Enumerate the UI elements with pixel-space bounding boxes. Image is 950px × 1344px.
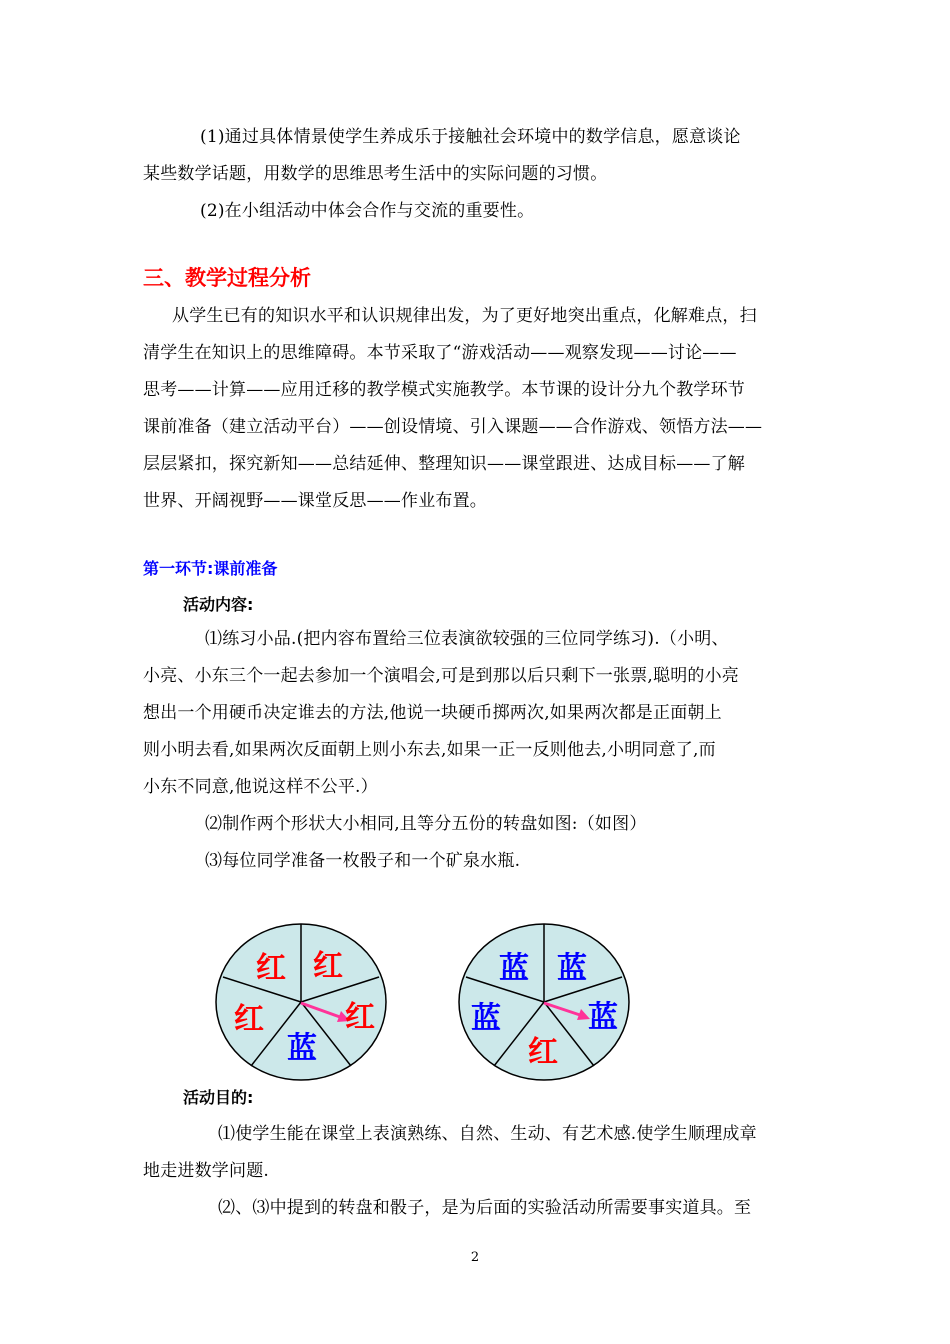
spinner-left — [216, 924, 386, 1080]
paragraph-line: 思考——计算——应用迁移的教学模式实施教学。本节课的设计分九个教学环节 — [143, 380, 745, 400]
paragraph-line: 则小明去看,如果两次反面朝上则小东去,如果一正一反则他去,小明同意了,而 — [143, 740, 716, 760]
spinner-right-label: 蓝 — [588, 1000, 618, 1035]
spinner-right-label: 蓝 — [557, 951, 587, 986]
spinner-right — [459, 924, 629, 1080]
paragraph-line: ⑵制作两个形状大小相同,且等分五份的转盘如图:（如图） — [205, 814, 647, 834]
spinner-left-label: 蓝 — [287, 1031, 317, 1066]
paragraph-line: 某些数学话题，用数学的思维思考生活中的实际问题的习惯。 — [143, 164, 608, 184]
paragraph-line: 课前准备（建立活动平台）——创设情境、引入课题——合作游戏、领悟方法—— — [143, 417, 763, 437]
paragraph-line: 清学生在知识上的思维障碍。本节采取了“游戏活动——观察发现——讨论—— — [143, 343, 737, 363]
paragraph-line: ⑴练习小品.(把内容布置给三位表演欲较强的三位同学练习).（小明、 — [205, 629, 729, 649]
spinner-right-label: 红 — [528, 1035, 558, 1070]
spinner-left-label: 红 — [256, 951, 286, 986]
spinner-right-label: 蓝 — [471, 1001, 501, 1036]
paragraph-line: ⑴使学生能在课堂上表演熟练、自然、生动、有艺术感.使学生顺理成章 — [218, 1124, 757, 1144]
spinner-right-label: 蓝 — [499, 951, 529, 986]
spinner-left-label: 红 — [234, 1002, 264, 1037]
paragraph-line: 小亮、小东三个一起去参加一个演唱会,可是到那以后只剩下一张票,聪明的小亮 — [143, 666, 740, 686]
section-heading: 三、教学过程分析 — [143, 266, 311, 290]
paragraph-line: ⑶每位同学准备一枚骰子和一个矿泉水瓶. — [205, 851, 521, 871]
spinner-left-label: 红 — [345, 1000, 375, 1035]
paragraph-line: 地走进数学问题. — [143, 1161, 270, 1181]
paragraph-line: (1)通过具体情景使学生养成乐于接触社会环境中的数学信息，愿意谈论 — [200, 127, 741, 147]
activity-goal-label: 活动目的: — [183, 1088, 254, 1107]
paragraph-line: 小东不同意,他说这样不公平.） — [143, 777, 378, 797]
paragraph-line: 世界、开阔视野——课堂反思——作业布置。 — [143, 491, 487, 511]
paragraph-line: 从学生已有的知识水平和认识规律出发，为了更好地突出重点，化解难点，扫 — [172, 306, 757, 326]
stage-heading: 第一环节:课前准备 — [143, 559, 278, 578]
paragraph-line: ⑵、⑶中提到的转盘和骰子，是为后面的实验活动所需要事实道具。至 — [218, 1198, 752, 1218]
spinner-left-label: 红 — [313, 949, 343, 984]
paragraph-line: 想出一个用硬币决定谁去的方法,他说一块硬币掷两次,如果两次都是正面朝上 — [143, 703, 722, 723]
page-number: 2 — [470, 1250, 480, 1265]
paragraph-line: 层层紧扣，探究新知——总结延伸、整理知识——课堂跟进、达成目标——了解 — [143, 454, 745, 474]
spinner-figure — [200, 915, 660, 1090]
paragraph-line: (2)在小组活动中体会合作与交流的重要性。 — [200, 201, 535, 221]
activity-content-label: 活动内容: — [183, 595, 254, 614]
